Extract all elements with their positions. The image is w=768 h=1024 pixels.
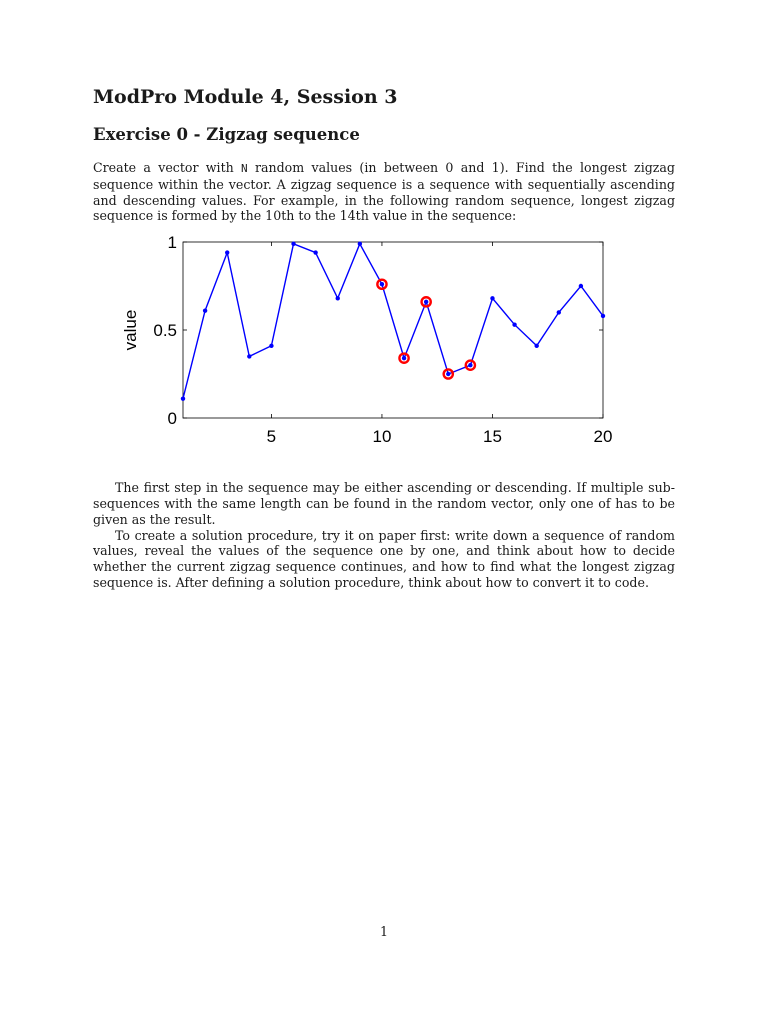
y-tick-label: 0 [167, 409, 177, 429]
x-tick-label: 10 [372, 427, 392, 447]
intro-text-start: Create a vector with [93, 160, 242, 175]
intro-text-end: random values (in between 0 and 1). Find the longest zigzag sequence within the vector. A zigzag sequence is a sequence with sequentially ascending and descending values. For example, in the following random sequence, longest zigzag sequence is formed by the 10th to the 14th value in the sequence: [93, 160, 675, 224]
chart-svg [93, 234, 675, 460]
data-point [313, 251, 317, 255]
plot-area [183, 242, 603, 418]
data-point [291, 242, 295, 246]
exercise-title: Exercise 0 - Zigzag sequence [93, 125, 360, 144]
data-point [181, 397, 185, 401]
data-point [601, 314, 605, 318]
data-point [203, 309, 207, 313]
paragraph-3: To create a solution procedure, try it on paper first: write down a sequence of random values, reveal the values of the sequence one by one, and think about how to decide whether the current zigzag sequence continues, and how to find what the longest zigzag sequence is. After defining a solution procedure, think about how to convert it to code. [93, 527, 675, 590]
data-point [579, 284, 583, 288]
data-point [380, 282, 384, 286]
data-point [336, 296, 340, 300]
series-line [183, 244, 603, 399]
highlight-markers [377, 280, 475, 379]
data-point [247, 354, 251, 358]
data-point [512, 323, 516, 327]
page-number: 1 [379, 924, 388, 939]
document-title: ModPro Module 4, Session 3 [93, 86, 398, 108]
data-point [468, 363, 472, 367]
data-point [490, 296, 494, 300]
paragraph-2: The first step in the sequence may be either ascending or descending. If multiple sub-sequences with the same length can be found in the random vector, only one of has to be given as the result. [93, 480, 675, 527]
intro-paragraph [93, 160, 675, 224]
document-page [93, 84, 675, 591]
x-tick-label: 5 [266, 427, 277, 447]
data-point [225, 251, 229, 255]
data-point [557, 310, 561, 314]
x-tick-label: 20 [593, 427, 613, 447]
data-point [269, 344, 273, 348]
y-axis-label: value [121, 309, 140, 351]
data-point [402, 356, 406, 360]
zigzag-chart [93, 234, 675, 460]
data-point [424, 300, 428, 304]
data-point [446, 372, 450, 376]
data-point [534, 344, 538, 348]
x-tick-label: 15 [483, 427, 502, 447]
code-n: N [241, 162, 248, 175]
y-tick-label: 1 [167, 234, 177, 253]
y-tick-label: 0.5 [153, 321, 177, 341]
data-point [358, 242, 362, 246]
